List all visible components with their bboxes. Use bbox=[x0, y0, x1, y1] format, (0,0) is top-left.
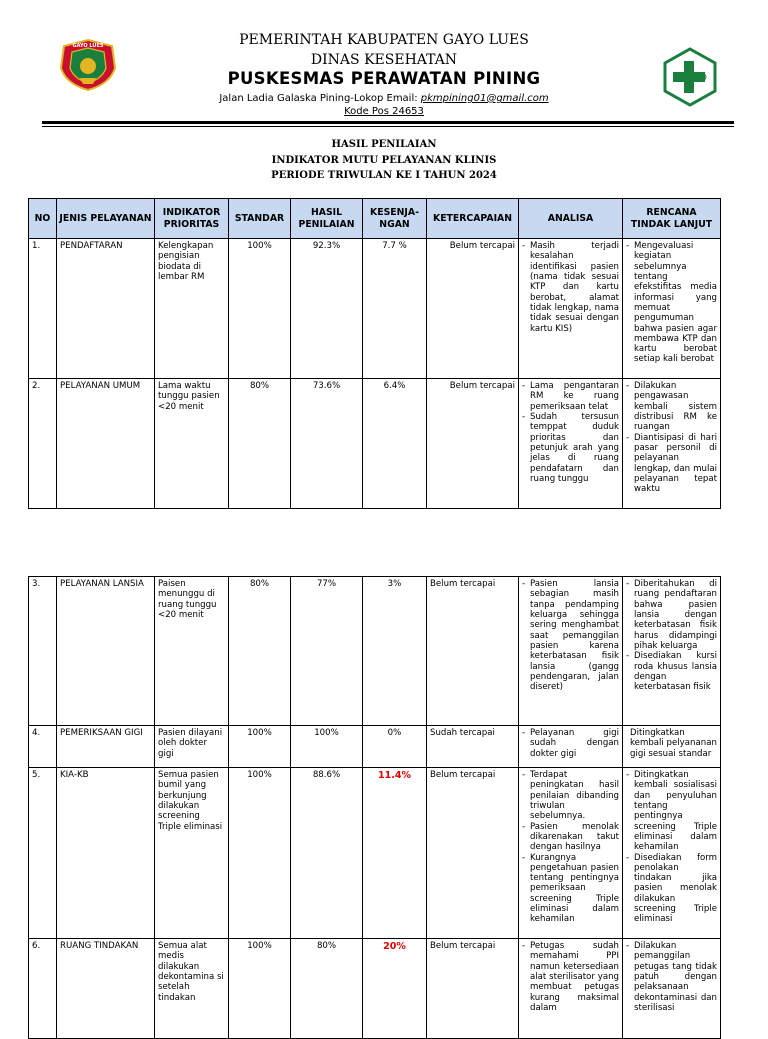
cell-hasil: 92.3% bbox=[291, 239, 363, 379]
cell-standar: 100% bbox=[229, 239, 291, 379]
table-row bbox=[29, 768, 721, 939]
col-header-indikator: INDIKATOR PRIORITAS bbox=[155, 199, 229, 239]
cell-ketercapaian: Belum tercapai bbox=[427, 939, 519, 1039]
letterhead bbox=[0, 0, 768, 130]
analisa-item: - Pelayanan gigi sudah dengan dokter gigi bbox=[522, 728, 619, 759]
cell-rencana bbox=[623, 239, 721, 379]
doc-title-3: PERIODE TRIWULAN KE I TAHUN 2024 bbox=[271, 170, 497, 181]
cell-standar: 100% bbox=[229, 768, 291, 939]
analisa-item: - Masih terjadi kesalahan identifikasi pasien (nama tidak sesuai KTP dan kartu berobat, alamat tidak lengkap, nama tidak sesuai dengan kartu KIS) bbox=[522, 241, 619, 334]
table-row bbox=[29, 726, 721, 768]
cell-rencana bbox=[623, 726, 721, 768]
doc-title-2: INDIKATOR MUTU PELAYANAN KLINIS bbox=[271, 155, 497, 166]
cell-jenis: PEMERIKSAAN GIGI bbox=[57, 726, 155, 768]
cell-no: 5. bbox=[29, 768, 57, 939]
rencana-item: - Disediakan form penolakan tindakan jika pasien menolak dilakukan screening Triple eliminasi bbox=[626, 853, 717, 925]
cell-no: 3. bbox=[29, 577, 57, 726]
cell-no: 4. bbox=[29, 726, 57, 768]
cell-analisa bbox=[519, 577, 623, 726]
col-header-kesenjangan: KESENJA-NGAN bbox=[363, 199, 427, 239]
rencana-item: - Disediakan kursi roda khusus lansia dengan keterbatasan fisik bbox=[626, 651, 717, 692]
cell-kesenjangan-highlight: 20% bbox=[363, 939, 427, 1039]
cell-no: 2. bbox=[29, 379, 57, 509]
header-rule-thick bbox=[42, 121, 734, 124]
rencana-item: - Ditingkatkan kembali sosialisasi dan penyuluhan tentang pentingnya screening Triple eliminasi dalam kehamilan bbox=[626, 770, 717, 853]
analisa-item: - Kurangnya pengetahuan pasien tentang pentingnya pemeriksaan screening Triple eliminasi dalam kehamilan bbox=[522, 853, 619, 925]
cell-standar: 80% bbox=[229, 379, 291, 509]
cell-ketercapaian: Sudah tercapai bbox=[427, 726, 519, 768]
cell-kesenjangan: 3% bbox=[363, 577, 427, 726]
col-header-jenis: JENIS PELAYANAN bbox=[57, 199, 155, 239]
cell-jenis: RUANG TINDAKAN bbox=[57, 939, 155, 1039]
header-rule-thin bbox=[42, 126, 734, 127]
col-header-rencana: RENCANA TINDAK LANJUT bbox=[623, 199, 721, 239]
cell-rencana bbox=[623, 768, 721, 939]
cell-indikator: Lama waktu tunggu pasien <20 menit bbox=[155, 379, 229, 509]
quality-indicator-table-part1 bbox=[28, 198, 721, 509]
analisa-item: - Pasien menolak dikarenakan takut dengan hasilnya bbox=[522, 822, 619, 853]
analisa-item: - Pasien lansia sebagian masih tanpa pendamping keluarga sehingga sering menghambat saat pemanggilan pasien karena keterbatasan fisik lansia (gangg pendengaran, jalan diseret) bbox=[522, 579, 619, 692]
email-link[interactable]: pkmpining01@gmail.com bbox=[420, 93, 549, 104]
analisa-item: - Lama pengantaran RM ke ruang pemeriksaan telat bbox=[522, 381, 619, 412]
cell-hasil: 73.6% bbox=[291, 379, 363, 509]
rencana-item: - Mengevaluasi kegiatan sebelumnya tentang efekstifitas media informasi yang memuat pengumuman bahwa pasien agar membawa KTP dan kartu berobat setiap kali berobat bbox=[626, 241, 717, 365]
cell-indikator: Kelengkapan pengisian biodata di lembar RM bbox=[155, 239, 229, 379]
rencana-item: - Dilakukan pemanggilan petugas tang tidak patuh dengan pelaksanaan dekontaminasi dan sterilisasi bbox=[626, 941, 717, 1013]
cell-indikator: Semua pasien bumil yang berkunjung dilakukan screening Triple eliminasi bbox=[155, 768, 229, 939]
cell-hasil: 77% bbox=[291, 577, 363, 726]
cell-jenis: PELAYANAN UMUM bbox=[57, 379, 155, 509]
cell-kesenjangan: 6.4% bbox=[363, 379, 427, 509]
rencana-item: - Dilakukan pengawasan kembali sistem distribusi RM ke ruangan bbox=[626, 381, 717, 433]
department-name: DINAS KESEHATAN bbox=[310, 52, 458, 68]
cell-standar: 100% bbox=[229, 939, 291, 1039]
analisa-item: - Sudah tersusun temppat duduk prioritas dan petunjuk arah yang jelas di ruang pendafatarn dan ruang tunggu bbox=[522, 412, 619, 484]
quality-indicator-table-part2 bbox=[28, 576, 721, 1039]
cell-analisa bbox=[519, 726, 623, 768]
address-line bbox=[0, 93, 768, 104]
address-text: Jalan Ladia Galaska Pining-Lokop Email: bbox=[219, 93, 421, 104]
cell-kesenjangan: 0% bbox=[363, 726, 427, 768]
col-header-standar: STANDAR bbox=[229, 199, 291, 239]
cell-kesenjangan-highlight: 11.4% bbox=[363, 768, 427, 939]
cell-ketercapaian: Belum tercapai bbox=[427, 577, 519, 726]
puskesmas-name: PUSKESMAS PERAWATAN PINING bbox=[227, 69, 541, 88]
col-header-no: NO bbox=[29, 199, 57, 239]
cell-analisa bbox=[519, 239, 623, 379]
puskesmas-cross-logo bbox=[662, 47, 718, 107]
cell-rencana bbox=[623, 379, 721, 509]
postal-code: Kode Pos 24653 bbox=[344, 106, 424, 117]
cell-hasil: 88.6% bbox=[291, 768, 363, 939]
col-header-ketercapaian: KETERCAPAIAN bbox=[427, 199, 519, 239]
cell-analisa bbox=[519, 379, 623, 509]
cell-ketercapaian: Belum tercapai bbox=[427, 768, 519, 939]
cell-ketercapaian: Belum tercapai bbox=[427, 239, 519, 379]
government-name: PEMERINTAH KABUPATEN GAYO LUES bbox=[239, 32, 529, 48]
rencana-item: - Diberitahukan di ruang pendaftaran bahwa pasien lansia dengan keterbatasan fisik harus didampingi pihak keluarga bbox=[626, 579, 717, 651]
col-header-analisa: ANALISA bbox=[519, 199, 623, 239]
doc-title-1: HASIL PENILAIAN bbox=[331, 139, 437, 150]
cell-ketercapaian: Belum tercapai bbox=[427, 379, 519, 509]
cell-kesenjangan: 7.7 % bbox=[363, 239, 427, 379]
rencana-text: Ditingkatkan kembali pelyananan gigi sesuai standar bbox=[630, 728, 717, 759]
cell-analisa bbox=[519, 768, 623, 939]
analisa-item: - Terdapat peningkatan hasil penilaian dibanding triwulan sebelumnya. bbox=[522, 770, 619, 822]
cell-indikator: Semua alat medis dilakukan dekontamina si setelah tindakan bbox=[155, 939, 229, 1039]
logo-text: GAYO LUES bbox=[72, 43, 104, 49]
cell-no: 1. bbox=[29, 239, 57, 379]
cell-standar: 100% bbox=[229, 726, 291, 768]
table-row bbox=[29, 239, 721, 379]
cell-jenis: KIA-KB bbox=[57, 768, 155, 939]
cell-no: 6. bbox=[29, 939, 57, 1039]
cell-rencana bbox=[623, 577, 721, 726]
cell-hasil: 100% bbox=[291, 726, 363, 768]
cell-indikator: Pasien dilayani oleh dokter gigi bbox=[155, 726, 229, 768]
cell-standar: 80% bbox=[229, 577, 291, 726]
table-row bbox=[29, 577, 721, 726]
table-header-row bbox=[29, 199, 721, 239]
cell-jenis: PENDAFTARAN bbox=[57, 239, 155, 379]
cell-hasil: 80% bbox=[291, 939, 363, 1039]
col-header-hasil: HASIL PENILAIAN bbox=[291, 199, 363, 239]
cell-indikator: Paisen menunggu di ruang tunggu <20 menit bbox=[155, 577, 229, 726]
table-row bbox=[29, 379, 721, 509]
cell-jenis: PELAYANAN LANSIA bbox=[57, 577, 155, 726]
analisa-item: - Petugas sudah memahami PPI namun ketersediaan alat sterilisator yang membuat petugas kurang maksimal dalam bbox=[522, 941, 619, 1013]
rencana-item: - Diantisipasi di hari pasar personil di pelayanan lengkap, dan mulai pelayanan tepat waktu bbox=[626, 433, 717, 495]
